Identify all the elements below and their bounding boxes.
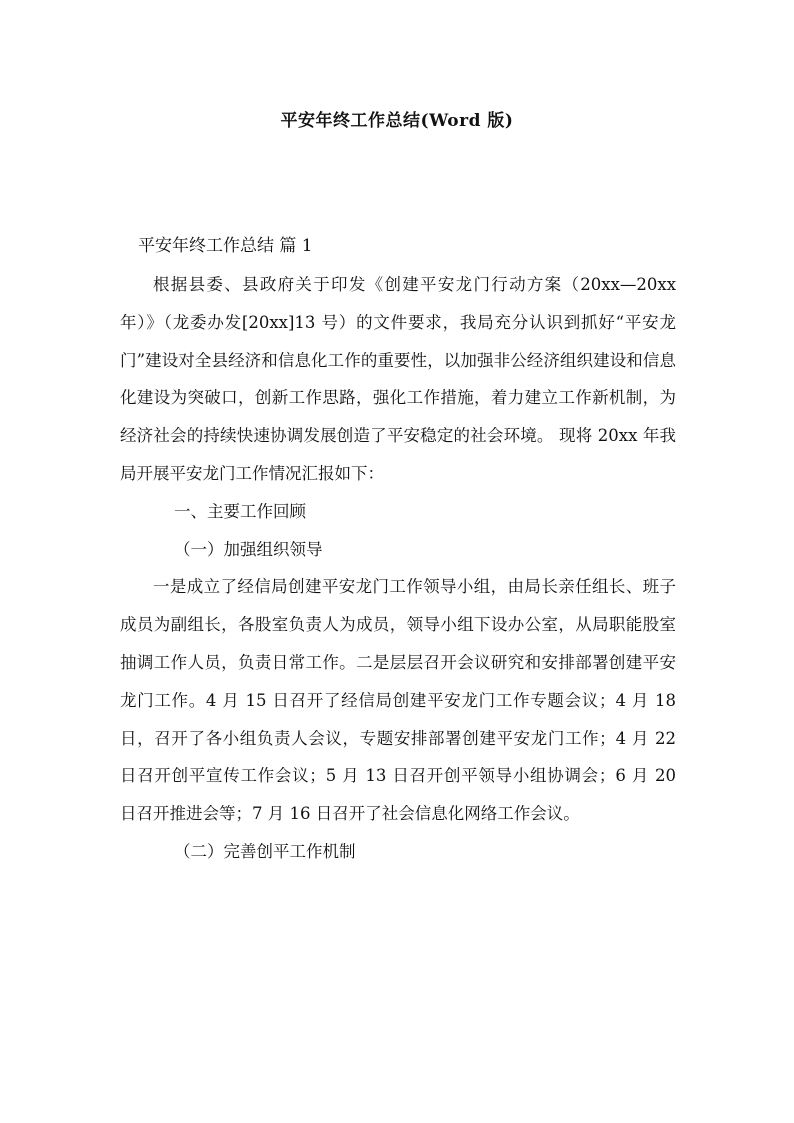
section-title: 平安年终工作总结 篇 1	[138, 236, 313, 256]
body-paragraph-leadership: 一是成立了经信局创建平安龙门工作领导小组，由局长亲任组长、班子成员为副组长，各股室负责人为成员，领导小组下设办公室，从局职能股室抽调工作人员，负责日常工作。二是层层召开会议研究和安排部署创建平安龙门工作。4 月 15 日召开了经信局创建平安龙门工作专题会议；4 月 18 日，召开了各小组负责人会议，专题安排部署创建平安龙门工作；4 月 22 日召开创平宣传工作会议；5 月 13 日召开创平领导小组协调会；6 月 20 日召开推进会等；7 月 16 日召开了社会信息化网络工作会议。	[120, 577, 676, 824]
heading-work-mechanism: （二）完善创平工作机制	[174, 841, 356, 861]
heading-main-work-review: 一、主要工作回顾	[174, 501, 306, 521]
document-title: 平安年终工作总结(Word 版)	[280, 111, 514, 131]
document-body	[120, 266, 676, 871]
heading-organization-leadership: （一）加强组织领导	[174, 539, 323, 559]
body-paragraph-intro: 根据县委、县政府关于印发《创建平安龙门行动方案（20xx—20xx 年）》（龙委办发[20xx]13 号）的文件要求，我局充分认识到抓好“平安龙门”建设对全县经济和信息化工作的重要性，以加强非公经济组织建设和信息化建设为突破口，创新工作思路，强化工作措施，着力建立工作新机制，为经济社会的持续快速协调发展创造了平安稳定的社会环境。 现将 20xx 年我局开展平安龙门工作情况汇报如下：	[120, 275, 676, 483]
